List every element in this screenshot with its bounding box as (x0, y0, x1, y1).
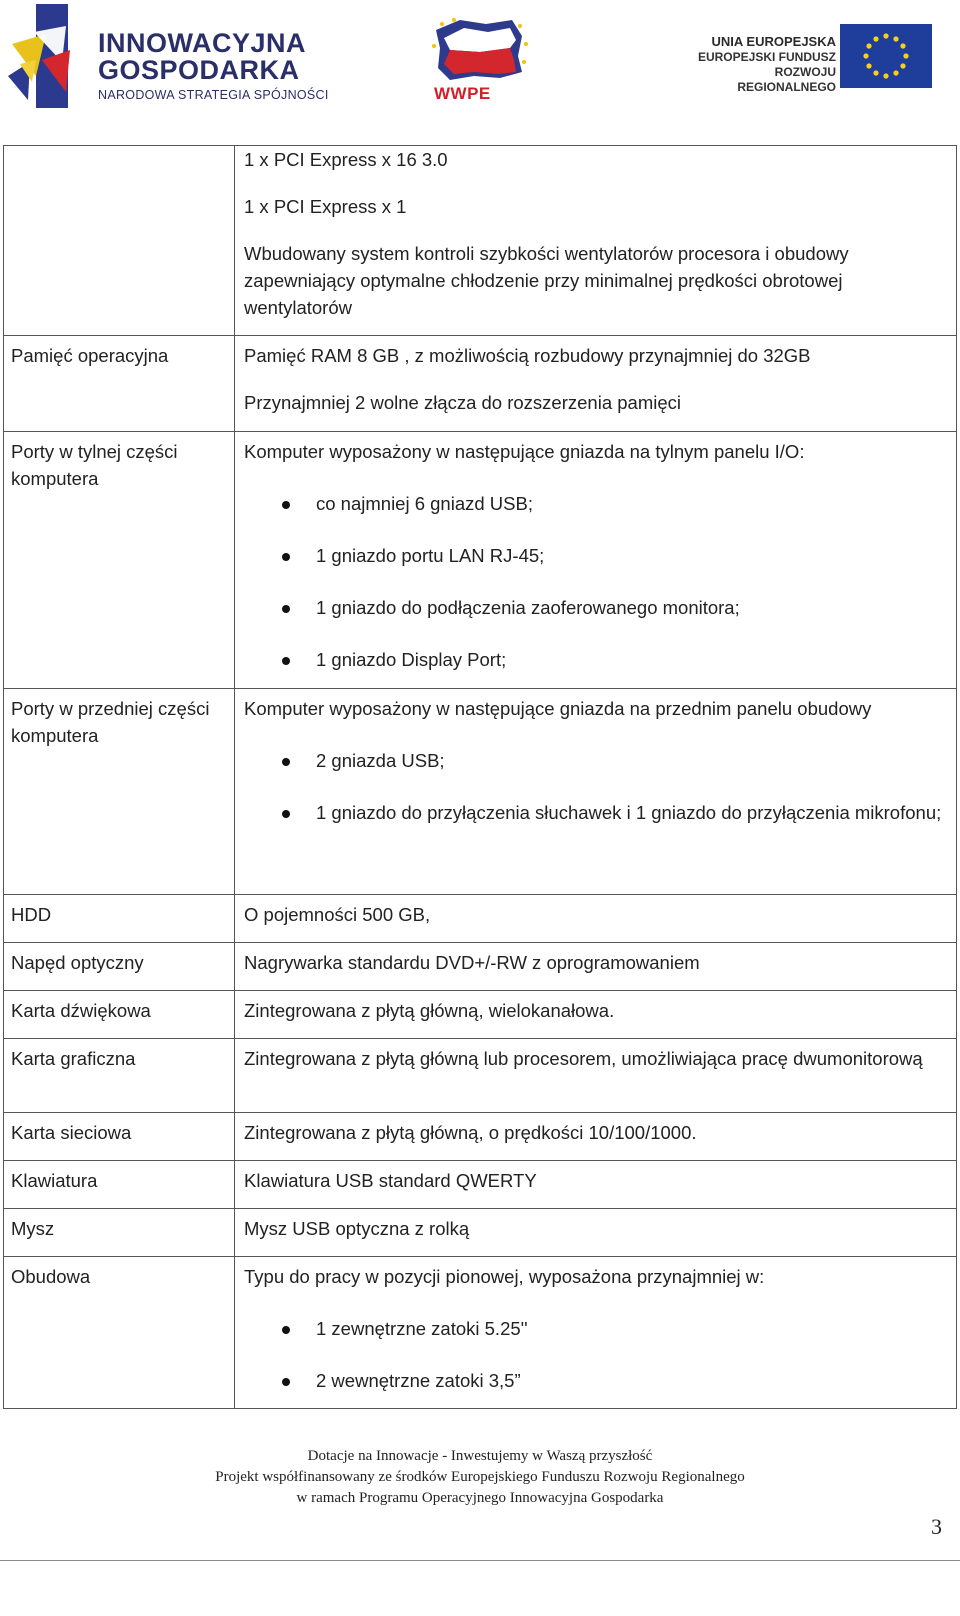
footer-line-3: w ramach Programu Operacyjnego Innowacyjna Gospodarka (296, 1490, 664, 1506)
bullet-icon (282, 553, 290, 561)
value-line: Pamięć RAM 8 GB , z możliwością rozbudowy przynajmniej do 32GB (244, 345, 811, 366)
list-item (244, 799, 950, 826)
row-label: HDD (4, 895, 235, 943)
row-value: O pojemności 500 GB, (235, 895, 957, 943)
bullet-icon (282, 1378, 290, 1386)
eu-line-1: UNIA EUROPEJSKA (711, 34, 836, 49)
row-value: Zintegrowana z płytą główną, wielokanałowa. (235, 991, 957, 1039)
row-value (235, 1257, 957, 1409)
logo-line-1: INNOWACYJNA (98, 28, 307, 58)
eu-line-3: ROZWOJU REGIONALNEGO (737, 65, 836, 94)
list-item (244, 646, 950, 673)
list-item-text: 2 wewnętrzne zatoki 3,5” (316, 1370, 521, 1391)
list-item-text: 1 gniazdo Display Port; (316, 649, 507, 670)
row-value: Mysz USB optyczna z rolką (235, 1209, 957, 1257)
list-item (244, 542, 950, 569)
eu-line-2: EUROPEJSKI FUNDUSZ (697, 50, 836, 64)
list-item (244, 1315, 950, 1342)
row-label: Karta graficzna (4, 1039, 235, 1113)
table-row (4, 1257, 957, 1409)
bullet-icon (282, 501, 290, 509)
table-row (4, 336, 957, 432)
row-value (235, 146, 957, 336)
row-label: Porty w przedniej części komputera (4, 689, 235, 895)
table-row (4, 1161, 957, 1209)
innowacyjna-gospodarka-logo (6, 4, 336, 108)
row-value (235, 689, 957, 895)
ig-emblem-icon (6, 4, 96, 108)
row-label: Karta dźwiękowa (4, 991, 235, 1039)
table-row (4, 895, 957, 943)
bullet-icon (282, 1326, 290, 1334)
row-value (235, 432, 957, 689)
bullet-icon (282, 657, 290, 665)
value-line: 1 x PCI Express x 16 3.0 (244, 149, 448, 170)
footer-line-2: Projekt współfinansowany ze środków Europejskiego Funduszu Rozwoju Regionalnego (215, 1469, 745, 1485)
list-item-text: 1 zewnętrzne zatoki 5.25'' (316, 1318, 528, 1339)
poland-map-icon (430, 16, 528, 86)
page-header (0, 0, 960, 115)
value-line: Przynajmniej 2 wolne złącza do rozszerzenia pamięci (244, 392, 681, 413)
list-item (244, 1367, 950, 1394)
table-row (4, 146, 957, 336)
list-item-text: 1 gniazdo do przyłączenia słuchawek i 1 gniazdo do przyłączenia mikrofonu; (316, 802, 942, 823)
logo-line-2: GOSPODARKA (98, 55, 300, 85)
list-item-text: 1 gniazdo portu LAN RJ-45; (316, 545, 545, 566)
row-value (235, 336, 957, 432)
page-footer (0, 1446, 960, 1509)
row-label: Karta sieciowa (4, 1113, 235, 1161)
bullet-icon (282, 810, 290, 818)
bullet-icon (282, 758, 290, 766)
row-value: Klawiatura USB standard QWERTY (235, 1161, 957, 1209)
table-row (4, 943, 957, 991)
logo-line-3: NARODOWA STRATEGIA SPÓJNOŚCI (98, 88, 329, 102)
list-item-text: co najmniej 6 gniazd USB; (316, 493, 533, 514)
table-row (4, 991, 957, 1039)
row-value: Zintegrowana z płytą główną, o prędkości 10/100/1000. (235, 1113, 957, 1161)
eu-flag-icon (840, 24, 932, 88)
value-intro: Komputer wyposażony w następujące gniazda na tylnym panelu I/O: (244, 441, 805, 462)
list-item-text: 2 gniazda USB; (316, 750, 445, 771)
footer-divider (0, 1560, 960, 1561)
value-intro: Typu do pracy w pozycji pionowej, wyposażona przynajmniej w: (244, 1266, 765, 1287)
row-label: Porty w tylnej części komputera (4, 432, 235, 689)
row-label: Pamięć operacyjna (4, 336, 235, 432)
row-value: Nagrywarka standardu DVD+/-RW z oprogramowaniem (235, 943, 957, 991)
row-label: Obudowa (4, 1257, 235, 1409)
footer-line-1: Dotacje na Innowacje - Inwestujemy w Waszą przyszłość (307, 1448, 653, 1464)
value-line: Wbudowany system kontroli szybkości wentylatorów procesora i obudowy zapewniający optymalne chłodzenie przy minimalnej prędkości obrotowej wentylatorów (244, 243, 849, 318)
list-item (244, 594, 950, 621)
value-line: 1 x PCI Express x 1 (244, 196, 407, 217)
bullet-icon (282, 605, 290, 613)
row-value: Zintegrowana z płytą główną lub procesorem, umożliwiająca pracę dwumonitorową (235, 1039, 957, 1113)
list-item-text: 1 gniazdo do podłączenia zaoferowanego monitora; (316, 597, 740, 618)
row-label (4, 146, 235, 336)
list-item (244, 747, 950, 774)
eu-logo (678, 24, 948, 94)
list-item (244, 490, 950, 517)
table-row (4, 1039, 957, 1113)
row-label: Napęd optyczny (4, 943, 235, 991)
row-label: Mysz (4, 1209, 235, 1257)
spec-table (3, 145, 957, 1409)
table-row (4, 689, 957, 895)
table-row (4, 1209, 957, 1257)
page-number: 3 (931, 1514, 942, 1539)
row-label: Klawiatura (4, 1161, 235, 1209)
table-row (4, 1113, 957, 1161)
wwpe-text: WWPE (434, 84, 491, 103)
value-intro: Komputer wyposażony w następujące gniazda na przednim panelu obudowy (244, 698, 872, 719)
wwpe-logo (430, 16, 528, 108)
table-row (4, 432, 957, 689)
